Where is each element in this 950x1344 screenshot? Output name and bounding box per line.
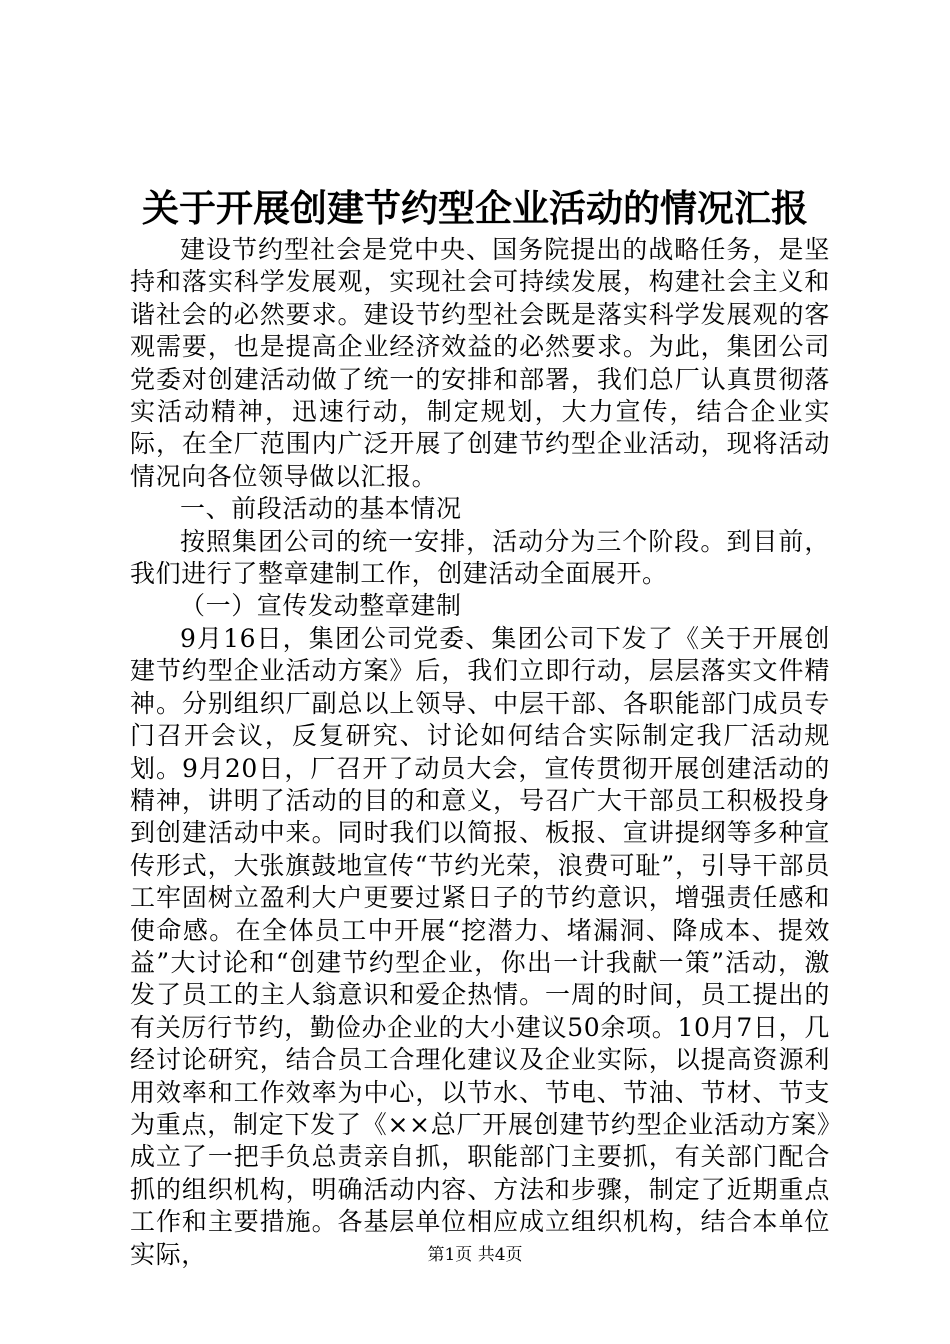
subsection-1-paragraph: 9月16日，集团公司党委、集团公司下发了《关于开展创建节约型企业活动方案》后，我们立即行动，层层落实文件精神。分别组织厂副总以上领导、中层干部、各职能部门成员专门召开会议，反复研究、讨论如何结合实际制定我厂活动规划。9月20日，厂召开了动员大会，宣传贯彻开展创建活动的精神，讲明了活动的目的和意义，号召广大干部员工积极投身到创建活动中来。同时我们以简报、板报、宣讲提纲等多种宣传形式，大张旗鼓地宣传“节约光荣，浪费可耻”，引导干部员工牢固树立盈利大户更要过紧日子的节约意识，增强责任感和使命感。在全体员工中开展“挖潜力、堵漏洞、降成本、提效益”大讨论和“创建节约型企业，你出一计我献一策”活动，激发了员工的主人翁意识和爱企热情。一周的时间，员工提出的有关厉行节约，勤俭办企业的大小建议50余项。10月7日，几经讨论研究，结合员工合理化建议及企业实际，以提高资源利用效率和工作效率为中心，以节水、节电、节油、节材、节支为重点，制定下发了《××总厂开展创建节约型企业活动方案》成立了一把手负总责亲自抓，职能部门主要抓，有关部门配合抓的组织机构，明确活动内容、方法和步骤，制定了近期重点工作和主要措施。各基层单位相应成立组织机构，结合本单位实际， [130, 623, 830, 1269]
page-number-footer: 第1页 共4页 [427, 1245, 523, 1265]
section-heading-1: 一、前段活动的基本情况 [180, 494, 462, 524]
document-title: 关于开展创建节约型企业活动的情况汇报 [142, 186, 808, 230]
intro-paragraph: 建设节约型社会是党中央、国务院提出的战略任务，是坚持和落实科学发展观，实现社会可持续发展，构建社会主义和谐社会的必然要求。建设节约型社会既是落实科学发展观的客观需要，也是提高企业经济效益的必然要求。为此，集团公司党委对创建活动做了统一的安排和部署，我们总厂认真贯彻落实活动精神，迅速行动，制定规划，大力宣传，结合企业实际，在全厂范围内广泛开展了创建节约型企业活动，现将活动情况向各位领导做以汇报。 [130, 235, 830, 491]
section-1-paragraph: 按照集团公司的统一安排，活动分为三个阶段。到目前，我们进行了整章建制工作，创建活动全面展开。 [130, 526, 830, 589]
document-body [130, 234, 830, 1271]
subsection-heading-1: （一）宣传发动整章建制 [180, 591, 462, 621]
